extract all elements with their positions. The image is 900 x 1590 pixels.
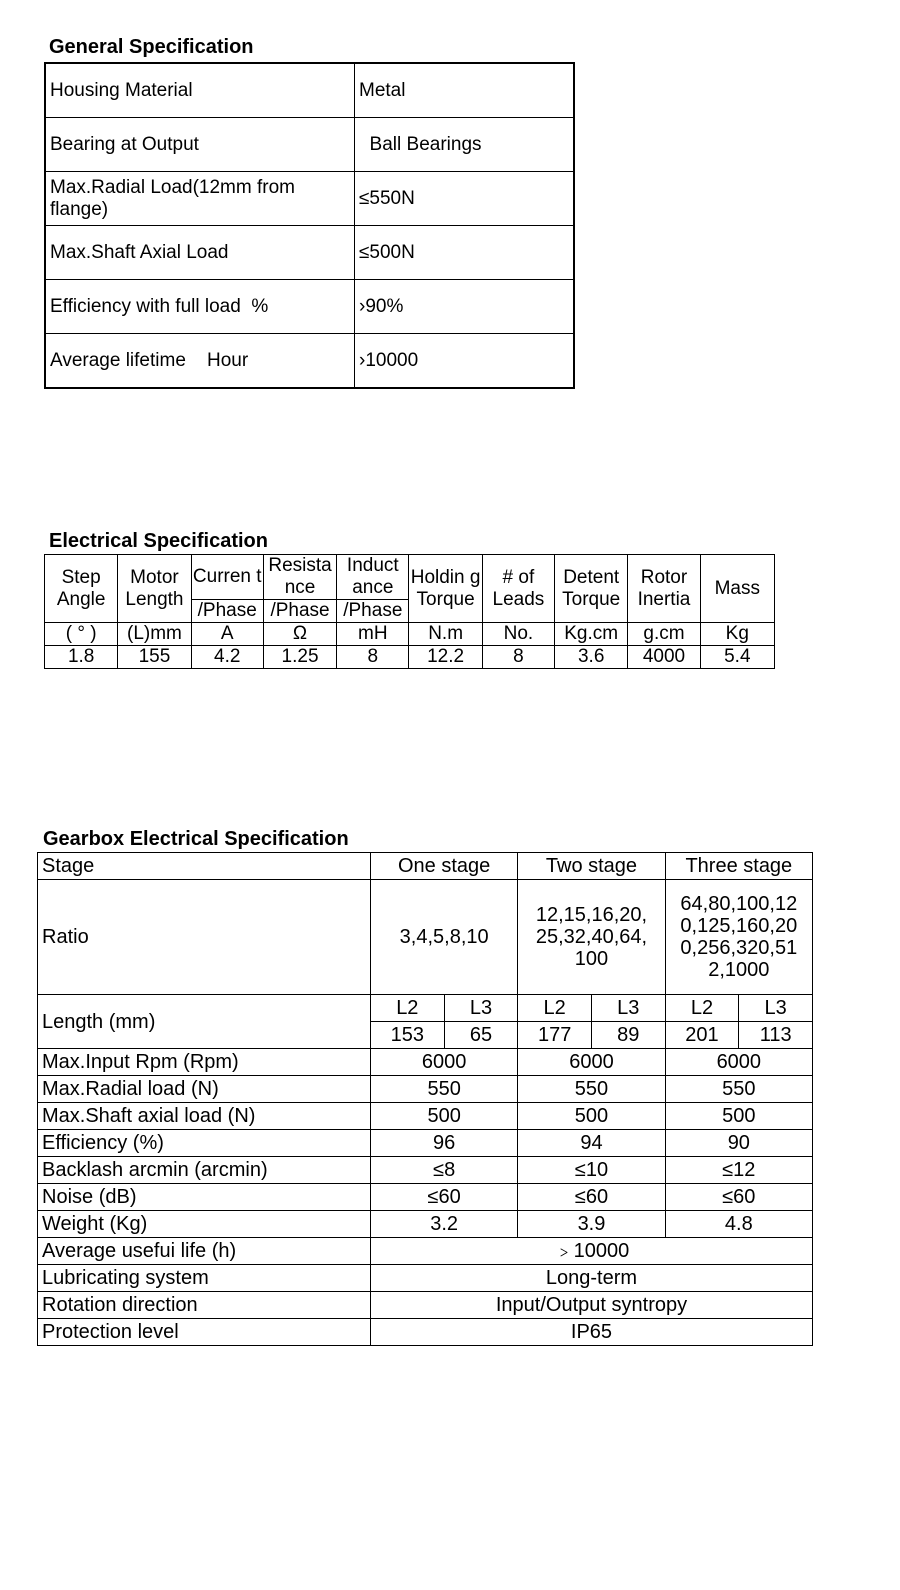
row-label: Noise (dB)	[38, 1184, 371, 1211]
row-value: 4.8	[665, 1211, 812, 1238]
row-value: Input/Output syntropy	[370, 1292, 812, 1319]
table-row	[38, 1076, 813, 1103]
length-header: L2	[370, 995, 444, 1022]
unit-cell: No.	[482, 623, 554, 646]
row-label: Efficiency (%)	[38, 1130, 371, 1157]
row-label: Lubricating system	[38, 1265, 371, 1292]
row-label: Max.Radial load (N)	[38, 1076, 371, 1103]
table-row	[38, 1319, 813, 1346]
row-value: 90	[665, 1130, 812, 1157]
header-leads: # of Leads	[482, 555, 554, 623]
row-value: 3.2	[370, 1211, 517, 1238]
row-label: Max.Shaft axial load (N)	[38, 1103, 371, 1130]
stage-header: One stage	[370, 853, 517, 880]
length-value: 201	[665, 1022, 739, 1049]
spec-label: Average lifetime Hour	[45, 334, 355, 389]
header-rotor-inertia: Rotor Inertia	[628, 555, 700, 623]
value-cell: 3.6	[555, 646, 628, 669]
table-row	[45, 172, 574, 226]
row-value: 6000	[370, 1049, 517, 1076]
row-value: ≤60	[665, 1184, 812, 1211]
row-value: 3.9	[518, 1211, 665, 1238]
stage-header: Two stage	[518, 853, 665, 880]
spec-value: ›90%	[355, 280, 575, 334]
table-row	[45, 226, 574, 280]
table-row	[38, 853, 813, 880]
row-value: 500	[665, 1103, 812, 1130]
value-cell: 8	[337, 646, 409, 669]
gearbox-spec-table	[37, 852, 813, 1346]
row-value: 96	[370, 1130, 517, 1157]
header-inductance: Induct ance	[337, 555, 409, 600]
stage-label: Stage	[38, 853, 371, 880]
row-value: ≤60	[518, 1184, 665, 1211]
header-phase-inductance: /Phase	[337, 600, 409, 623]
table-row	[38, 1211, 813, 1238]
unit-cell: Kg.cm	[555, 623, 628, 646]
unit-cell: g.cm	[628, 623, 700, 646]
row-value: ﹥10000	[370, 1238, 812, 1265]
ratio-label: Ratio	[38, 880, 371, 995]
length-value: 153	[370, 1022, 444, 1049]
value-cell: 5.4	[700, 646, 774, 669]
row-value: ≤60	[370, 1184, 517, 1211]
value-cell: 8	[482, 646, 554, 669]
ratio-value: 3,4,5,8,10	[370, 880, 517, 995]
unit-cell: A	[191, 623, 263, 646]
row-value: ≤12	[665, 1157, 812, 1184]
stage-header: Three stage	[665, 853, 812, 880]
row-value: 550	[370, 1076, 517, 1103]
row-value: 550	[665, 1076, 812, 1103]
table-row	[38, 1103, 813, 1130]
ratio-value: 64,80,100,12 0,125,160,20 0,256,320,51 2,1000	[665, 880, 812, 995]
row-value: 550	[518, 1076, 665, 1103]
row-value: 6000	[665, 1049, 812, 1076]
table-row	[38, 1157, 813, 1184]
row-value: 500	[518, 1103, 665, 1130]
length-value: 177	[518, 1022, 592, 1049]
length-value: 65	[444, 1022, 518, 1049]
row-value: 500	[370, 1103, 517, 1130]
gearbox-spec-title: Gearbox Electrical Specification	[43, 828, 349, 850]
table-row	[45, 280, 574, 334]
length-header: L3	[591, 995, 665, 1022]
header-mass: Mass	[700, 555, 774, 623]
value-cell: 155	[118, 646, 191, 669]
length-header: L2	[665, 995, 739, 1022]
row-value: Long-term	[370, 1265, 812, 1292]
length-value: 113	[739, 1022, 813, 1049]
general-spec-table	[44, 62, 575, 389]
unit-cell: (L)mm	[118, 623, 191, 646]
header-motor-length: Motor Length	[118, 555, 191, 623]
row-value: 6000	[518, 1049, 665, 1076]
row-value: ≤10	[518, 1157, 665, 1184]
unit-cell: Kg	[700, 623, 774, 646]
header-step-angle: Step Angle	[45, 555, 118, 623]
row-label: Average usefui life (h)	[38, 1238, 371, 1265]
unit-cell: ( ° )	[45, 623, 118, 646]
length-header: L3	[444, 995, 518, 1022]
row-label: Max.Input Rpm (Rpm)	[38, 1049, 371, 1076]
length-header: L3	[739, 995, 813, 1022]
spec-label: Max.Shaft Axial Load	[45, 226, 355, 280]
table-row	[45, 63, 574, 118]
row-label: Backlash arcmin (arcmin)	[38, 1157, 371, 1184]
row-label: Rotation direction	[38, 1292, 371, 1319]
spec-label: Bearing at Output	[45, 118, 355, 172]
table-row	[38, 1130, 813, 1157]
length-label: Length (mm)	[38, 995, 371, 1049]
header-phase-current: /Phase	[191, 600, 263, 623]
table-row	[45, 334, 574, 389]
electrical-spec-title: Electrical Specification	[49, 530, 268, 552]
row-value: 94	[518, 1130, 665, 1157]
value-cell: 4000	[628, 646, 700, 669]
spec-label: Max.Radial Load(12mm from flange)	[45, 172, 355, 226]
table-row	[38, 880, 813, 995]
header-phase-resistance: /Phase	[263, 600, 336, 623]
table-row	[38, 1238, 813, 1265]
unit-cell: mH	[337, 623, 409, 646]
length-value: 89	[591, 1022, 665, 1049]
table-row	[38, 1049, 813, 1076]
spec-label: Housing Material	[45, 63, 355, 118]
unit-cell: N.m	[409, 623, 482, 646]
unit-cell: Ω	[263, 623, 336, 646]
row-value: IP65	[370, 1319, 812, 1346]
row-value: ≤8	[370, 1157, 517, 1184]
table-row	[38, 1265, 813, 1292]
spec-value: ≤500N	[355, 226, 575, 280]
header-detent-torque: Detent Torque	[555, 555, 628, 623]
table-row	[38, 1292, 813, 1319]
row-label: Weight (Kg)	[38, 1211, 371, 1238]
value-cell: 4.2	[191, 646, 263, 669]
electrical-spec-table	[44, 554, 775, 669]
ratio-value: 12,15,16,20, 25,32,40,64, 100	[518, 880, 665, 995]
spec-value: ≤550N	[355, 172, 575, 226]
general-spec-title: General Specification	[49, 36, 254, 58]
table-row	[38, 1184, 813, 1211]
table-row	[38, 995, 813, 1022]
value-cell: 1.8	[45, 646, 118, 669]
table-row	[45, 118, 574, 172]
length-header: L2	[518, 995, 592, 1022]
values-row	[45, 646, 775, 669]
header-current: Curren t	[191, 555, 263, 600]
header-holding-torque: Holdin g Torque	[409, 555, 482, 623]
value-cell: 12.2	[409, 646, 482, 669]
spec-value: Ball Bearings	[355, 118, 575, 172]
spec-value: ›10000	[355, 334, 575, 389]
units-row	[45, 623, 775, 646]
value-cell: 1.25	[263, 646, 336, 669]
header-resistance: Resista nce	[263, 555, 336, 600]
row-label: Protection level	[38, 1319, 371, 1346]
spec-label: Efficiency with full load %	[45, 280, 355, 334]
spec-value: Metal	[355, 63, 575, 118]
